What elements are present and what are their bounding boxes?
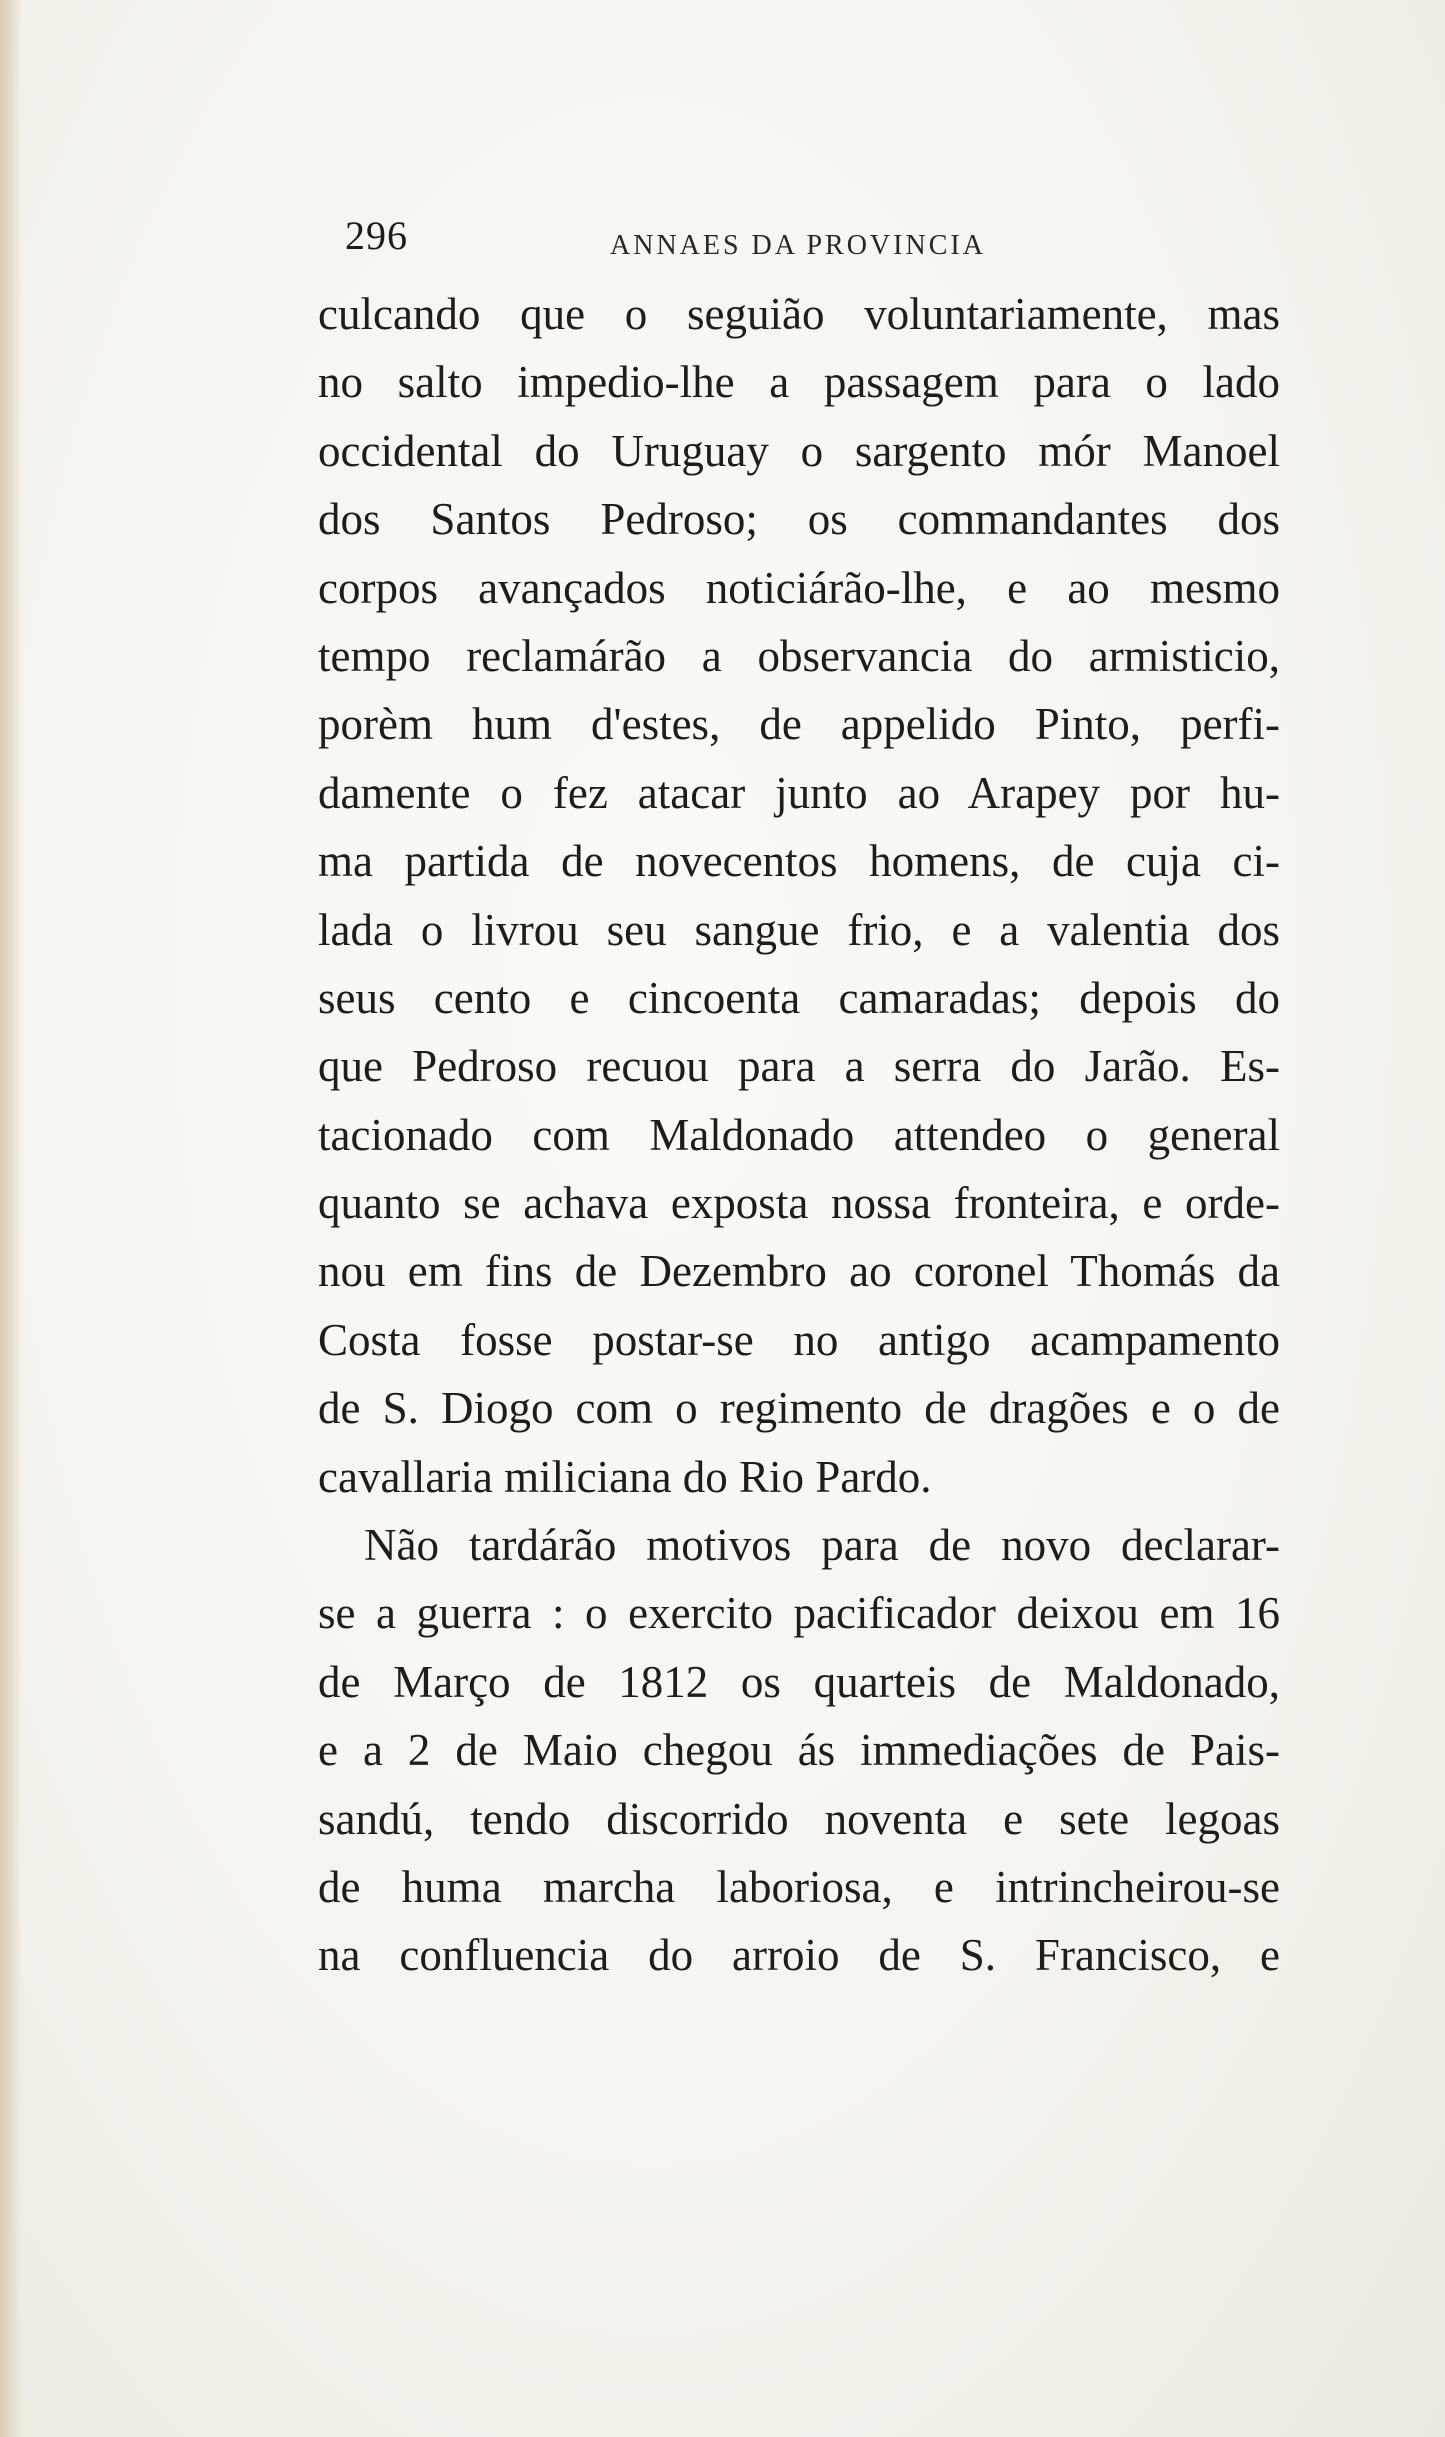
text-line: porèm hum d'estes, de appelido Pinto, perfi- xyxy=(318,699,1280,750)
text-line: se a guerra : o exercito pacificador deixou em 16 xyxy=(318,1588,1280,1639)
body-text xyxy=(318,280,1280,1990)
text-line: tempo reclamárão a observancia do armisticio, xyxy=(318,630,1280,681)
text-line: occidental do Uruguay o sargento mór Manoel xyxy=(318,425,1280,476)
text-line: lada o livrou seu sangue frio, e a valentia dos xyxy=(318,904,1280,955)
text-line: Costa fosse postar-se no antigo acampamento xyxy=(318,1314,1280,1365)
text-line: no salto impedio-lhe a passagem para o lado xyxy=(318,357,1280,408)
text-line: dos Santos Pedroso; os commandantes dos xyxy=(318,494,1280,545)
text-line: tacionado com Maldonado attendeo o general xyxy=(318,1109,1280,1160)
text-line: culcando que o seguião voluntariamente, mas xyxy=(318,289,1280,339)
text-line: ma partida de novecentos homens, de cuja ci- xyxy=(318,836,1280,887)
text-line: seus cento e cincoenta camaradas; depois do xyxy=(318,972,1280,1023)
text-line: na confluencia do arroio de S. Francisco, e xyxy=(318,1930,1280,1981)
text-line: damente o fez atacar junto ao Arapey por hu- xyxy=(318,767,1280,818)
text-line: nou em fins de Dezembro ao coronel Thomás da xyxy=(318,1246,1280,1297)
text-line: sandú, tendo discorrido noventa e sete legoas xyxy=(318,1793,1280,1844)
text-line: Não tardárão motivos para de novo declarar- xyxy=(364,1520,1280,1571)
text-line: e a 2 de Maio chegou ás immediações de Pais- xyxy=(318,1725,1280,1776)
page-number: 296 xyxy=(345,213,408,258)
text-line: de S. Diogo com o regimento de dragões e o de xyxy=(318,1383,1280,1434)
text-line: de huma marcha laboriosa, e intrincheirou-se xyxy=(318,1861,1280,1912)
page-edge xyxy=(0,0,22,2437)
text-line: corpos avançados noticiárão-lhe, e ao mesmo xyxy=(318,562,1280,613)
running-head: ANNAES DA PROVINCIA xyxy=(610,230,986,261)
paragraph-2 xyxy=(318,1511,1280,1990)
text-line: que Pedroso recuou para a serra do Jarão. Es- xyxy=(318,1041,1280,1092)
text-line: cavallaria miliciana do Rio Pardo. xyxy=(318,1451,932,1502)
paragraph-1 xyxy=(318,280,1280,1511)
text-line: de Março de 1812 os quarteis de Maldonado, xyxy=(318,1656,1280,1707)
page-header xyxy=(345,212,1035,272)
text-line: quanto se achava exposta nossa fronteira, e orde- xyxy=(318,1178,1280,1229)
